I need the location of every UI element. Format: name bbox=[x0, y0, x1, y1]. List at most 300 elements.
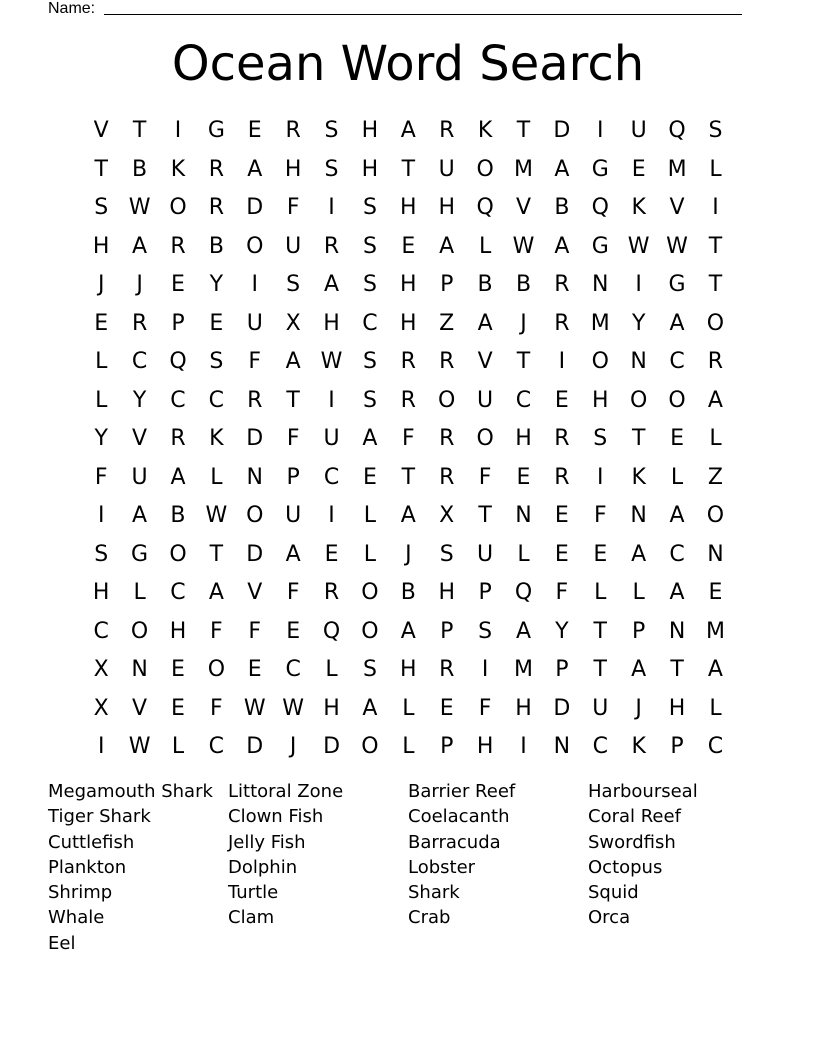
grid-cell: V bbox=[669, 195, 685, 220]
grid-cell: F bbox=[286, 195, 300, 220]
grid-cell: H bbox=[476, 734, 494, 759]
grid-cell: L bbox=[517, 541, 530, 567]
grid-cell: L bbox=[95, 349, 108, 374]
grid-cell: C bbox=[93, 618, 109, 644]
grid-cell: S bbox=[439, 541, 454, 567]
grid-cell: O bbox=[169, 195, 187, 220]
grid-cell: H bbox=[515, 426, 532, 451]
grid-cell: M bbox=[590, 310, 610, 336]
grid-cell: S bbox=[708, 118, 723, 143]
grid-cell: I bbox=[520, 734, 527, 759]
grid-cell: X bbox=[93, 695, 109, 721]
grid-cell: H bbox=[169, 618, 187, 644]
grid-cell: F bbox=[555, 580, 569, 605]
grid-cell: O bbox=[361, 618, 379, 644]
grid-cell: C bbox=[131, 349, 148, 374]
grid-cell: A bbox=[631, 657, 647, 682]
grid-cell: R bbox=[323, 233, 340, 259]
grid-cell: N bbox=[515, 503, 532, 528]
grid-cell: T bbox=[631, 426, 646, 451]
grid-cell: T bbox=[132, 118, 147, 143]
grid-cell: E bbox=[401, 233, 416, 259]
word-list-item: Megamouth Shark bbox=[48, 781, 213, 802]
grid-cell: T bbox=[401, 156, 416, 182]
grid-cell: A bbox=[669, 580, 685, 605]
grid-cell: X bbox=[439, 503, 455, 528]
word-list-item: Barrier Reef bbox=[408, 781, 516, 802]
word-list-item: Eel bbox=[48, 932, 76, 954]
grid-cell: B bbox=[132, 156, 148, 182]
grid-cell: A bbox=[324, 272, 340, 297]
grid-cell: D bbox=[246, 734, 264, 759]
grid-cell: K bbox=[170, 156, 186, 182]
grid-cell: H bbox=[400, 657, 417, 682]
grid-cell: K bbox=[631, 195, 646, 220]
grid-cell: H bbox=[400, 272, 417, 297]
grid-cell: L bbox=[171, 734, 185, 759]
grid-cell: B bbox=[477, 272, 493, 297]
grid-cell: Q bbox=[476, 195, 494, 220]
grid-cell: H bbox=[592, 387, 609, 413]
grid-cell: I bbox=[328, 503, 335, 528]
word-list-item: Clam bbox=[228, 907, 275, 929]
grid-cell: N bbox=[553, 734, 571, 759]
grid-cell: G bbox=[591, 233, 609, 259]
grid-cell: G bbox=[591, 156, 609, 182]
grid-cell: S bbox=[362, 349, 377, 374]
grid-cell: R bbox=[439, 349, 455, 374]
grid-cell: U bbox=[630, 118, 647, 143]
grid-row bbox=[82, 574, 735, 613]
grid-row bbox=[82, 112, 735, 151]
word-list-item: Shark bbox=[408, 882, 460, 904]
grid-cell: X bbox=[285, 310, 301, 336]
grid-cell: W bbox=[128, 734, 151, 759]
word-list-item: Coelacanth bbox=[408, 806, 510, 828]
grid-cell: S bbox=[593, 426, 608, 451]
grid-cell: S bbox=[209, 349, 224, 374]
grid-cell: S bbox=[324, 118, 339, 143]
grid-cell: N bbox=[707, 541, 724, 567]
word-list-item: Crab bbox=[408, 907, 451, 929]
grid-cell: A bbox=[285, 541, 301, 567]
grid-cell: S bbox=[362, 387, 377, 413]
grid-cell: E bbox=[171, 695, 185, 721]
grid-cell: J bbox=[520, 310, 527, 336]
grid-row bbox=[82, 228, 735, 267]
grid-cell: E bbox=[324, 541, 339, 567]
grid-cell: R bbox=[439, 464, 455, 490]
grid-cell: D bbox=[246, 541, 264, 567]
grid-cell: R bbox=[247, 387, 263, 413]
grid-cell: E bbox=[209, 310, 224, 336]
grid-cell: H bbox=[361, 118, 379, 143]
grid-row bbox=[82, 459, 735, 498]
grid-cell: H bbox=[400, 310, 417, 336]
grid-cell: K bbox=[477, 118, 493, 143]
grid-cell: L bbox=[363, 503, 377, 528]
grid-cell: I bbox=[174, 118, 182, 143]
grid-cell: N bbox=[246, 464, 263, 490]
grid-cell: H bbox=[323, 695, 340, 721]
grid-cell: U bbox=[131, 464, 148, 490]
grid-cell: E bbox=[247, 118, 262, 143]
grid-cell: R bbox=[208, 156, 225, 182]
grid-cell: G bbox=[131, 541, 149, 567]
grid-cell: R bbox=[170, 426, 186, 451]
grid-cell: O bbox=[706, 503, 725, 528]
grid-cell: T bbox=[708, 272, 723, 297]
word-list-item: Swordfish bbox=[588, 831, 676, 853]
grid-cell: U bbox=[285, 503, 302, 528]
grid-cell: F bbox=[210, 695, 223, 721]
grid-cell: A bbox=[707, 387, 723, 413]
page-title: Ocean Word Search bbox=[171, 36, 645, 92]
grid-cell: L bbox=[632, 580, 645, 605]
grid-cell: E bbox=[439, 695, 454, 721]
grid-cell: C bbox=[515, 387, 532, 413]
grid-cell: N bbox=[668, 618, 686, 644]
grid-cell: A bbox=[631, 541, 647, 567]
grid-cell: J bbox=[289, 734, 297, 759]
grid-row bbox=[82, 651, 735, 690]
grid-cell: F bbox=[286, 426, 300, 451]
grid-cell: D bbox=[323, 734, 341, 759]
grid-cell: T bbox=[708, 233, 723, 259]
grid-cell: J bbox=[635, 695, 642, 721]
grid-cell: T bbox=[670, 657, 684, 682]
grid-cell: I bbox=[97, 734, 105, 759]
grid-cell: E bbox=[554, 387, 569, 413]
word-list-item: Octopus bbox=[588, 856, 663, 878]
grid-cell: I bbox=[481, 657, 489, 682]
grid-cell: D bbox=[553, 695, 571, 721]
word-list-item: Orca bbox=[588, 907, 631, 929]
grid-cell: N bbox=[630, 503, 647, 528]
grid-cell: K bbox=[209, 426, 224, 451]
grid-cell: U bbox=[477, 387, 494, 413]
grid-cell: O bbox=[169, 541, 187, 567]
grid-cell: O bbox=[207, 657, 226, 682]
grid-cell: A bbox=[400, 503, 416, 528]
grid-cell: M bbox=[705, 618, 725, 644]
grid-cell: Y bbox=[132, 387, 147, 413]
grid-cell: R bbox=[439, 118, 455, 143]
grid-cell: F bbox=[593, 503, 607, 528]
grid-cell: T bbox=[94, 156, 108, 182]
word-list-item: Barracuda bbox=[408, 831, 501, 853]
grid-cell: B bbox=[554, 195, 570, 220]
grid-cell: U bbox=[477, 541, 494, 567]
grid-cell: P bbox=[440, 618, 454, 644]
grid-cell: D bbox=[246, 195, 264, 220]
grid-cell: I bbox=[328, 387, 335, 413]
grid-cell: P bbox=[632, 618, 646, 644]
grid-cell: J bbox=[136, 272, 143, 297]
grid-cell: A bbox=[400, 118, 416, 143]
grid-cell: N bbox=[630, 349, 647, 374]
grid-cell: K bbox=[631, 464, 646, 490]
grid-cell: N bbox=[592, 272, 609, 297]
word-list-item: Plankton bbox=[48, 856, 127, 878]
grid-cell: H bbox=[361, 156, 379, 182]
word-list-item: Coral Reef bbox=[588, 806, 681, 828]
word-list bbox=[48, 779, 768, 956]
grid-cell: B bbox=[208, 233, 224, 259]
grid-cell: A bbox=[285, 349, 301, 374]
grid-cell: P bbox=[670, 734, 684, 759]
grid-cell: O bbox=[438, 387, 456, 413]
word-list-item: Tiger Shark bbox=[48, 806, 151, 828]
grid-cell: W bbox=[512, 233, 535, 259]
grid-cell: I bbox=[635, 272, 642, 297]
grid-cell: L bbox=[402, 695, 415, 721]
grid-row bbox=[82, 266, 735, 305]
grid-cell: B bbox=[170, 503, 186, 528]
grid-cell: I bbox=[712, 195, 719, 220]
grid-row bbox=[82, 189, 735, 228]
grid-cell: L bbox=[594, 580, 607, 605]
grid-cell: E bbox=[247, 657, 262, 682]
grid-cell: L bbox=[95, 387, 108, 413]
grid-cell: C bbox=[362, 310, 378, 336]
grid-cell: R bbox=[707, 349, 724, 374]
grid-cell: O bbox=[246, 503, 264, 528]
grid-cell: W bbox=[666, 233, 688, 259]
grid-cell: I bbox=[97, 503, 105, 528]
grid-cell: T bbox=[286, 387, 300, 413]
grid-cell: I bbox=[597, 118, 604, 143]
grid-cell: E bbox=[670, 426, 684, 451]
grid-cell: O bbox=[476, 426, 494, 451]
grid-cell: Z bbox=[439, 310, 455, 336]
grid-row bbox=[82, 343, 735, 382]
grid-cell: S bbox=[286, 272, 301, 297]
grid-cell: A bbox=[208, 580, 224, 605]
grid-cell: C bbox=[170, 580, 186, 605]
grid-cell: R bbox=[285, 118, 301, 143]
grid-cell: W bbox=[320, 349, 343, 374]
grid-cell: P bbox=[440, 734, 454, 759]
grid-cell: G bbox=[668, 272, 686, 297]
grid-row bbox=[82, 690, 735, 729]
word-list-item: Cuttlefish bbox=[48, 831, 135, 853]
grid-cell: T bbox=[478, 503, 492, 528]
grid-cell: O bbox=[361, 734, 379, 759]
grid-cell: S bbox=[94, 541, 109, 567]
grid-cell: A bbox=[132, 233, 148, 259]
grid-cell: D bbox=[553, 118, 571, 143]
grid-cell: M bbox=[667, 156, 687, 182]
grid-cell: A bbox=[170, 464, 186, 490]
grid-cell: E bbox=[554, 503, 569, 528]
name-label: Name: bbox=[48, 0, 96, 17]
grid-cell: S bbox=[324, 156, 339, 182]
grid-cell: B bbox=[515, 272, 532, 297]
grid-cell: R bbox=[554, 310, 570, 336]
grid-cell: H bbox=[438, 580, 455, 605]
grid-cell: G bbox=[207, 118, 225, 143]
grid-cell: W bbox=[627, 233, 650, 259]
grid-cell: R bbox=[208, 195, 225, 220]
grid-cell: L bbox=[363, 541, 377, 567]
grid-cell: F bbox=[401, 426, 415, 451]
grid-cell: M bbox=[514, 156, 533, 182]
grid-cell: H bbox=[92, 233, 110, 259]
grid-row bbox=[82, 305, 735, 344]
grid-cell: F bbox=[478, 464, 492, 490]
grid-cell: Q bbox=[514, 580, 533, 605]
grid-cell: H bbox=[515, 695, 532, 721]
word-list-item: Turtle bbox=[228, 882, 279, 904]
grid-row bbox=[82, 536, 735, 575]
grid-cell: A bbox=[554, 156, 570, 182]
grid-cell: W bbox=[205, 503, 228, 528]
grid-cell: T bbox=[593, 657, 607, 682]
grid-cell: C bbox=[170, 387, 186, 413]
grid-cell: V bbox=[515, 195, 532, 220]
grid-cell: R bbox=[554, 426, 570, 451]
grid-cell: O bbox=[361, 580, 379, 605]
grid-cell: Q bbox=[322, 618, 341, 644]
grid-cell: Q bbox=[591, 195, 609, 220]
grid-cell: U bbox=[285, 233, 302, 259]
grid-cell: E bbox=[554, 541, 569, 567]
grid-row bbox=[82, 382, 735, 421]
grid-cell: X bbox=[93, 657, 109, 682]
grid-cell: F bbox=[286, 580, 300, 605]
grid-cell: I bbox=[558, 349, 566, 374]
grid-cell: Q bbox=[169, 349, 187, 374]
grid-cell: L bbox=[709, 695, 722, 721]
grid-cell: C bbox=[669, 349, 685, 374]
grid-cell: E bbox=[362, 464, 377, 490]
grid-cell: L bbox=[709, 156, 722, 182]
grid-cell: A bbox=[362, 695, 378, 721]
grid-cell: L bbox=[478, 233, 492, 259]
grid-cell: O bbox=[706, 310, 725, 336]
grid-cell: I bbox=[597, 464, 604, 490]
grid-cell: C bbox=[669, 541, 685, 567]
grid-cell: H bbox=[323, 310, 340, 336]
grid-cell: W bbox=[128, 195, 151, 220]
word-list-item: Littoral Zone bbox=[228, 781, 344, 802]
grid-cell: C bbox=[707, 734, 724, 759]
grid-cell: A bbox=[132, 503, 148, 528]
word-list-item: Clown Fish bbox=[228, 806, 324, 828]
grid-cell: A bbox=[515, 618, 532, 644]
grid-cell: J bbox=[97, 272, 105, 297]
grid-cell: O bbox=[591, 349, 609, 374]
grid-cell: H bbox=[92, 580, 110, 605]
grid-cell: P bbox=[286, 464, 300, 490]
grid-cell: W bbox=[282, 695, 305, 721]
grid-cell: F bbox=[210, 618, 223, 644]
grid-cell: C bbox=[208, 387, 225, 413]
grid-cell: S bbox=[362, 233, 377, 259]
grid-cell: O bbox=[130, 618, 149, 644]
grid-row bbox=[82, 151, 735, 190]
grid-cell: R bbox=[439, 657, 455, 682]
word-list-item: Dolphin bbox=[228, 856, 298, 878]
word-list-item: Lobster bbox=[408, 856, 476, 878]
grid-cell: E bbox=[171, 272, 185, 297]
grid-cell: R bbox=[439, 426, 455, 451]
grid-cell: A bbox=[247, 156, 263, 182]
grid-cell: A bbox=[554, 233, 570, 259]
word-list-item: Jelly Fish bbox=[228, 831, 306, 853]
grid-cell: L bbox=[402, 734, 415, 759]
grid-cell: L bbox=[133, 580, 146, 605]
grid-cell: V bbox=[132, 695, 148, 721]
grid-cell: I bbox=[328, 195, 335, 220]
word-list-item: Harbourseal bbox=[588, 781, 698, 802]
grid-row bbox=[82, 613, 735, 652]
grid-cell: A bbox=[362, 426, 378, 451]
word-list-item: Whale bbox=[48, 907, 105, 929]
grid-cell: C bbox=[285, 657, 301, 682]
grid-row bbox=[82, 728, 735, 767]
grid-cell: J bbox=[405, 541, 412, 567]
grid-cell: P bbox=[171, 310, 185, 336]
grid-cell: W bbox=[243, 695, 266, 721]
grid-cell: S bbox=[362, 195, 377, 220]
grid-cell: P bbox=[478, 580, 492, 605]
grid-cell: O bbox=[668, 387, 686, 413]
grid-cell: H bbox=[284, 156, 302, 182]
grid-cell: V bbox=[93, 118, 109, 143]
word-list-item: Shrimp bbox=[48, 882, 113, 904]
grid-cell: A bbox=[669, 310, 685, 336]
grid-cell: R bbox=[131, 310, 148, 336]
grid-cell: T bbox=[401, 464, 416, 490]
grid-cell: S bbox=[362, 657, 377, 682]
word-list-item: Squid bbox=[588, 882, 639, 904]
grid-cell: T bbox=[593, 618, 607, 644]
grid-cell: E bbox=[286, 618, 301, 644]
grid-cell: A bbox=[439, 233, 455, 259]
grid-cell: A bbox=[477, 310, 493, 336]
grid-cell: B bbox=[400, 580, 416, 605]
grid-cell: O bbox=[476, 156, 494, 182]
grid-cell: R bbox=[323, 580, 340, 605]
grid-cell: T bbox=[516, 349, 531, 374]
grid-cell: C bbox=[592, 734, 608, 759]
grid-cell: R bbox=[554, 272, 570, 297]
grid-cell: R bbox=[400, 387, 416, 413]
name-row bbox=[48, 0, 742, 18]
grid-cell: U bbox=[592, 695, 609, 721]
grid-cell: L bbox=[709, 426, 722, 451]
grid-cell: E bbox=[631, 156, 646, 182]
grid-cell: H bbox=[438, 195, 455, 220]
grid-cell: T bbox=[209, 541, 224, 567]
grid-cell: Y bbox=[555, 618, 569, 644]
grid-cell: R bbox=[170, 233, 186, 259]
grid-cell: Y bbox=[631, 310, 646, 336]
grid-cell: Y bbox=[94, 426, 108, 451]
grid-cell: R bbox=[554, 464, 570, 490]
grid-cell: O bbox=[246, 233, 264, 259]
grid-cell: P bbox=[440, 272, 454, 297]
grid-cell: E bbox=[171, 657, 185, 682]
grid-cell: L bbox=[325, 657, 338, 682]
grid-cell: D bbox=[246, 426, 264, 451]
grid-cell: Y bbox=[209, 272, 224, 297]
grid-cell: Z bbox=[707, 464, 723, 490]
grid-cell: I bbox=[251, 272, 258, 297]
grid-cell: S bbox=[94, 195, 109, 220]
